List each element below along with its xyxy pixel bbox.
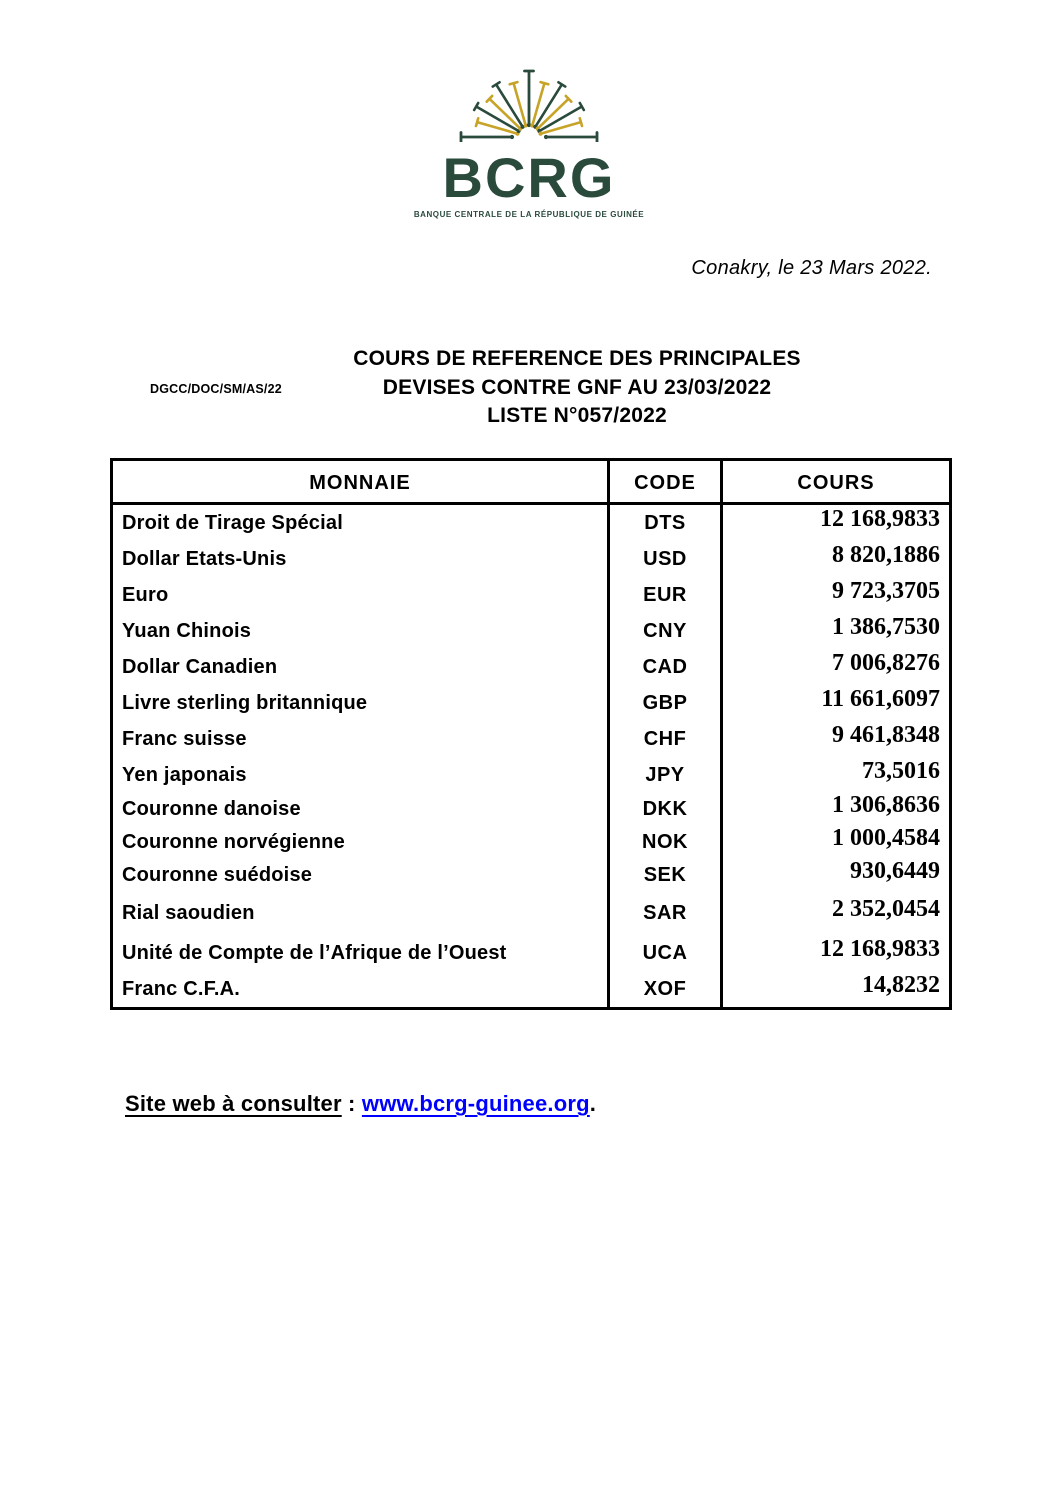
- table-row: [113, 721, 949, 757]
- currency-rate: 14,8232: [862, 971, 940, 998]
- currency-code: CAD: [642, 655, 688, 678]
- website-link[interactable]: www.bcrg-guinee.org: [361, 1091, 590, 1116]
- table-row: [113, 757, 949, 793]
- bcrg-tagline: BANQUE CENTRALE DE LA RÉPUBLIQUE DE GUINÉE: [413, 210, 645, 219]
- currency-name: Couronne suédoise: [122, 864, 313, 886]
- currency-code: UCA: [642, 941, 688, 964]
- header-monnaie: MONNAIE: [309, 472, 411, 494]
- table-row: [113, 859, 949, 892]
- currency-code: SEK: [643, 864, 687, 886]
- currency-code: CHF: [643, 727, 687, 750]
- website-separator: :: [341, 1091, 362, 1116]
- sunburst-rays-icon: [454, 64, 604, 142]
- title-line-1: COURS DE REFERENCE DES PRINCIPALES: [353, 347, 801, 370]
- currency-name: Droit de Tirage Spécial: [122, 511, 343, 534]
- currency-name: Livre sterling britannique: [122, 691, 368, 714]
- table-row: [113, 892, 949, 935]
- title-line-2: DEVISES CONTRE GNF AU 23/03/2022: [382, 375, 772, 399]
- currency-rate: 1 386,7530: [832, 613, 940, 640]
- website-label: Site web à consulter: [125, 1091, 342, 1116]
- currency-rate: 7 006,8276: [832, 649, 940, 676]
- table-header-row: [113, 461, 949, 505]
- currency-code: NOK: [642, 831, 688, 853]
- header-cours: COURS: [797, 472, 875, 494]
- currency-rate: 9 461,8348: [832, 721, 940, 748]
- currency-name: Couronne danoise: [122, 798, 301, 820]
- date-line: Conakry, le 23 Mars 2022.: [691, 257, 932, 279]
- website-period: .: [589, 1091, 597, 1116]
- currency-rate: 1 000,4584: [832, 825, 940, 851]
- table-row: [113, 613, 949, 649]
- currency-rate: 12 168,9833: [820, 935, 940, 962]
- header-code: CODE: [607, 461, 723, 502]
- currency-name: Franc suisse: [122, 727, 247, 750]
- title-line-3: LISTE N°057/2022: [487, 404, 667, 427]
- exchange-rates-table: [110, 458, 952, 1010]
- currency-rate: 930,6449: [850, 858, 940, 884]
- currency-rate: 73,5016: [862, 757, 940, 784]
- table-row: [113, 793, 949, 826]
- currency-code: GBP: [642, 691, 688, 714]
- currency-code: USD: [643, 547, 687, 570]
- currency-code: SAR: [643, 902, 687, 924]
- currency-code: XOF: [643, 977, 687, 1000]
- website-line: [125, 1091, 596, 1117]
- currency-rate: 12 168,9833: [820, 505, 940, 532]
- table-row: [113, 971, 949, 1007]
- currency-name: Euro: [122, 583, 169, 606]
- currency-rate: 8 820,1886: [832, 541, 940, 568]
- table-row: [113, 505, 949, 541]
- bcrg-logo: [0, 64, 1058, 219]
- bcrg-wordmark: BCRG: [442, 146, 616, 209]
- currency-code: EUR: [643, 583, 687, 606]
- currency-rate: 2 352,0454: [832, 896, 940, 922]
- table-row: [113, 935, 949, 971]
- currency-rate: 9 723,3705: [832, 577, 940, 604]
- currency-rate: 11 661,6097: [821, 685, 940, 712]
- table-row: [113, 826, 949, 859]
- currency-code: CNY: [643, 619, 687, 642]
- currency-name: Dollar Canadien: [122, 655, 278, 678]
- document-title: [353, 345, 800, 431]
- currency-name: Couronne norvégienne: [122, 831, 345, 853]
- table-row: [113, 649, 949, 685]
- currency-name: Yen japonais: [122, 763, 247, 786]
- currency-code: DKK: [642, 798, 688, 820]
- currency-code: JPY: [645, 763, 685, 786]
- currency-name: Yuan Chinois: [122, 619, 252, 642]
- currency-name: Rial saoudien: [122, 902, 255, 924]
- document-reference: DGCC/DOC/SM/AS/22: [150, 382, 282, 396]
- currency-name: Franc C.F.A.: [122, 977, 240, 1000]
- currency-rate: 1 306,8636: [832, 792, 940, 818]
- currency-name: Dollar Etats-Unis: [122, 547, 287, 570]
- table-row: [113, 541, 949, 577]
- currency-code: DTS: [644, 511, 686, 534]
- currency-name: Unité de Compte de l’Afrique de l’Ouest: [122, 941, 507, 964]
- table-row: [113, 685, 949, 721]
- table-row: [113, 577, 949, 613]
